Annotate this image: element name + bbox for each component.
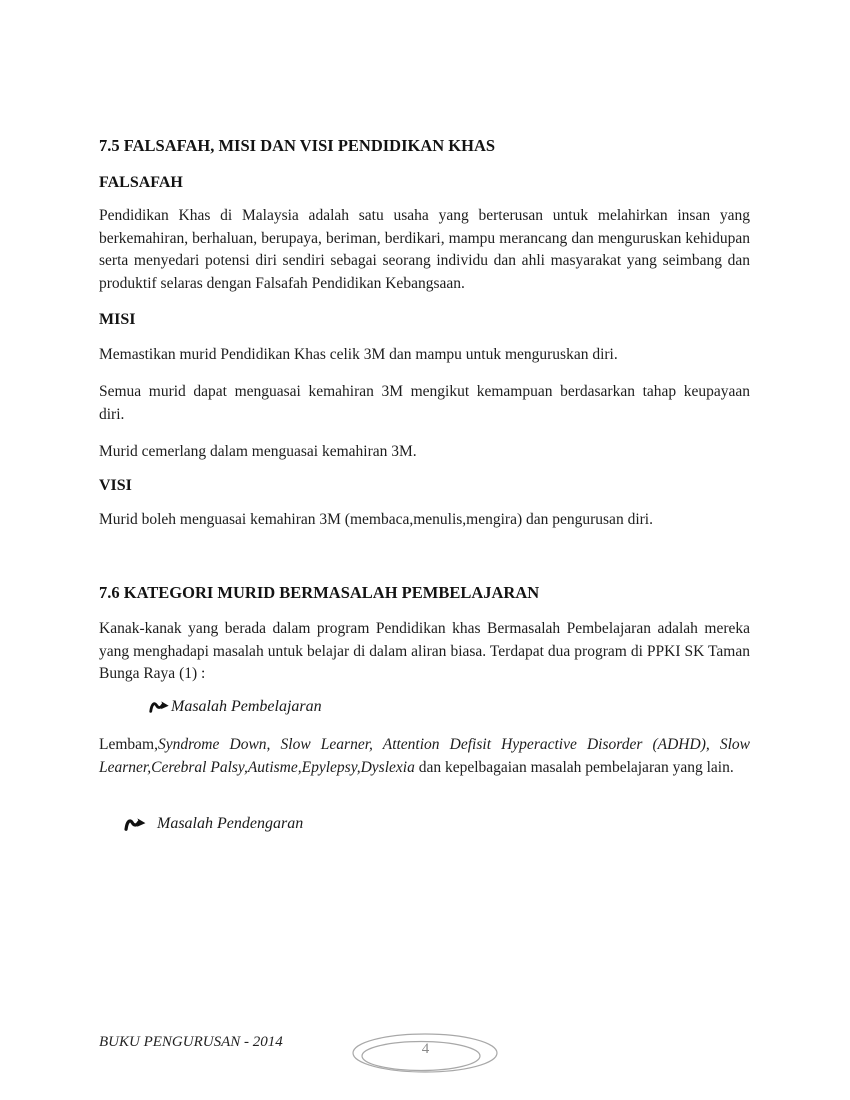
- bullet-label: Masalah Pembelajaran: [171, 698, 322, 715]
- misi-heading: MISI: [99, 311, 136, 328]
- paragraph-roman-prefix: Lembam,: [99, 736, 158, 753]
- falsafah-paragraph: Pendidikan Khas di Malaysia adalah satu usaha yang berterusan untuk melahirkan insan yang berkemahiran, berhaluan, berupaya, beriman, berdikari, mampu merancang dan menguruskan kehidupan serta menyedari potensi diri sendiri sebagai seorang individu dan ahli masyarakat yang seimbang dan produktif selaras dengan Falsafah Pendidikan Kebangsaan.: [99, 207, 750, 292]
- squiggle-arrow-icon: [149, 699, 170, 723]
- misi-paragraph-3: Murid cemerlang dalam menguasai kemahiran 3M.: [99, 443, 417, 460]
- squiggle-arrow-icon: [124, 816, 147, 841]
- section-7-5-heading: 7.5 FALSAFAH, MISI DAN VISI PENDIDIKAN KHAS: [99, 136, 496, 155]
- section-7-6-heading: 7.6 KATEGORI MURID BERMASALAH PEMBELAJARAN: [99, 583, 540, 602]
- paragraph-roman-suffix: dan kepelbagaian masalah pembelajaran yang lain.: [414, 758, 734, 776]
- bullet-label: Masalah Pendengaran: [157, 815, 304, 832]
- visi-paragraph: Murid boleh menguasai kemahiran 3M (membaca,menulis,mengira) dan pengurusan diri.: [99, 511, 653, 528]
- misi-paragraph-1: Memastikan murid Pendidikan Khas celik 3M dan mampu untuk menguruskan diri.: [99, 346, 618, 363]
- bullet-item-masalah-pendengaran: [99, 813, 775, 841]
- misi-paragraph-2: Semua murid dapat menguasai kemahiran 3M mengikut kemampuan berdasarkan tahap keupayaan diri.: [99, 383, 750, 423]
- paragraph-italic-list: Syndrome Down, Slow Learner, Attention Defisit Hyperactive Disorder (ADHD), Slow Learner,Cerebral Palsy,Autisme,Epylepsy,Dyslexia: [99, 736, 750, 776]
- visi-heading: VISI: [99, 477, 132, 494]
- footer-book-title: BUKU PENGURUSAN - 2014: [99, 1034, 283, 1050]
- falsafah-heading: FALSAFAH: [99, 174, 183, 191]
- learning-problems-paragraph: [99, 734, 750, 779]
- bullet-item-masalah-pembelajaran: [99, 696, 800, 723]
- page-number: 4: [421, 1041, 430, 1057]
- section-7-6-intro-paragraph: Kanak-kanak yang berada dalam program Pendidikan khas Bermasalah Pembelajaran adalah mereka yang menghadapi masalah untuk belajar di dalam aliran biasa. Terdapat dua program di PPKI SK Taman Bunga Raya (1) :: [99, 620, 750, 682]
